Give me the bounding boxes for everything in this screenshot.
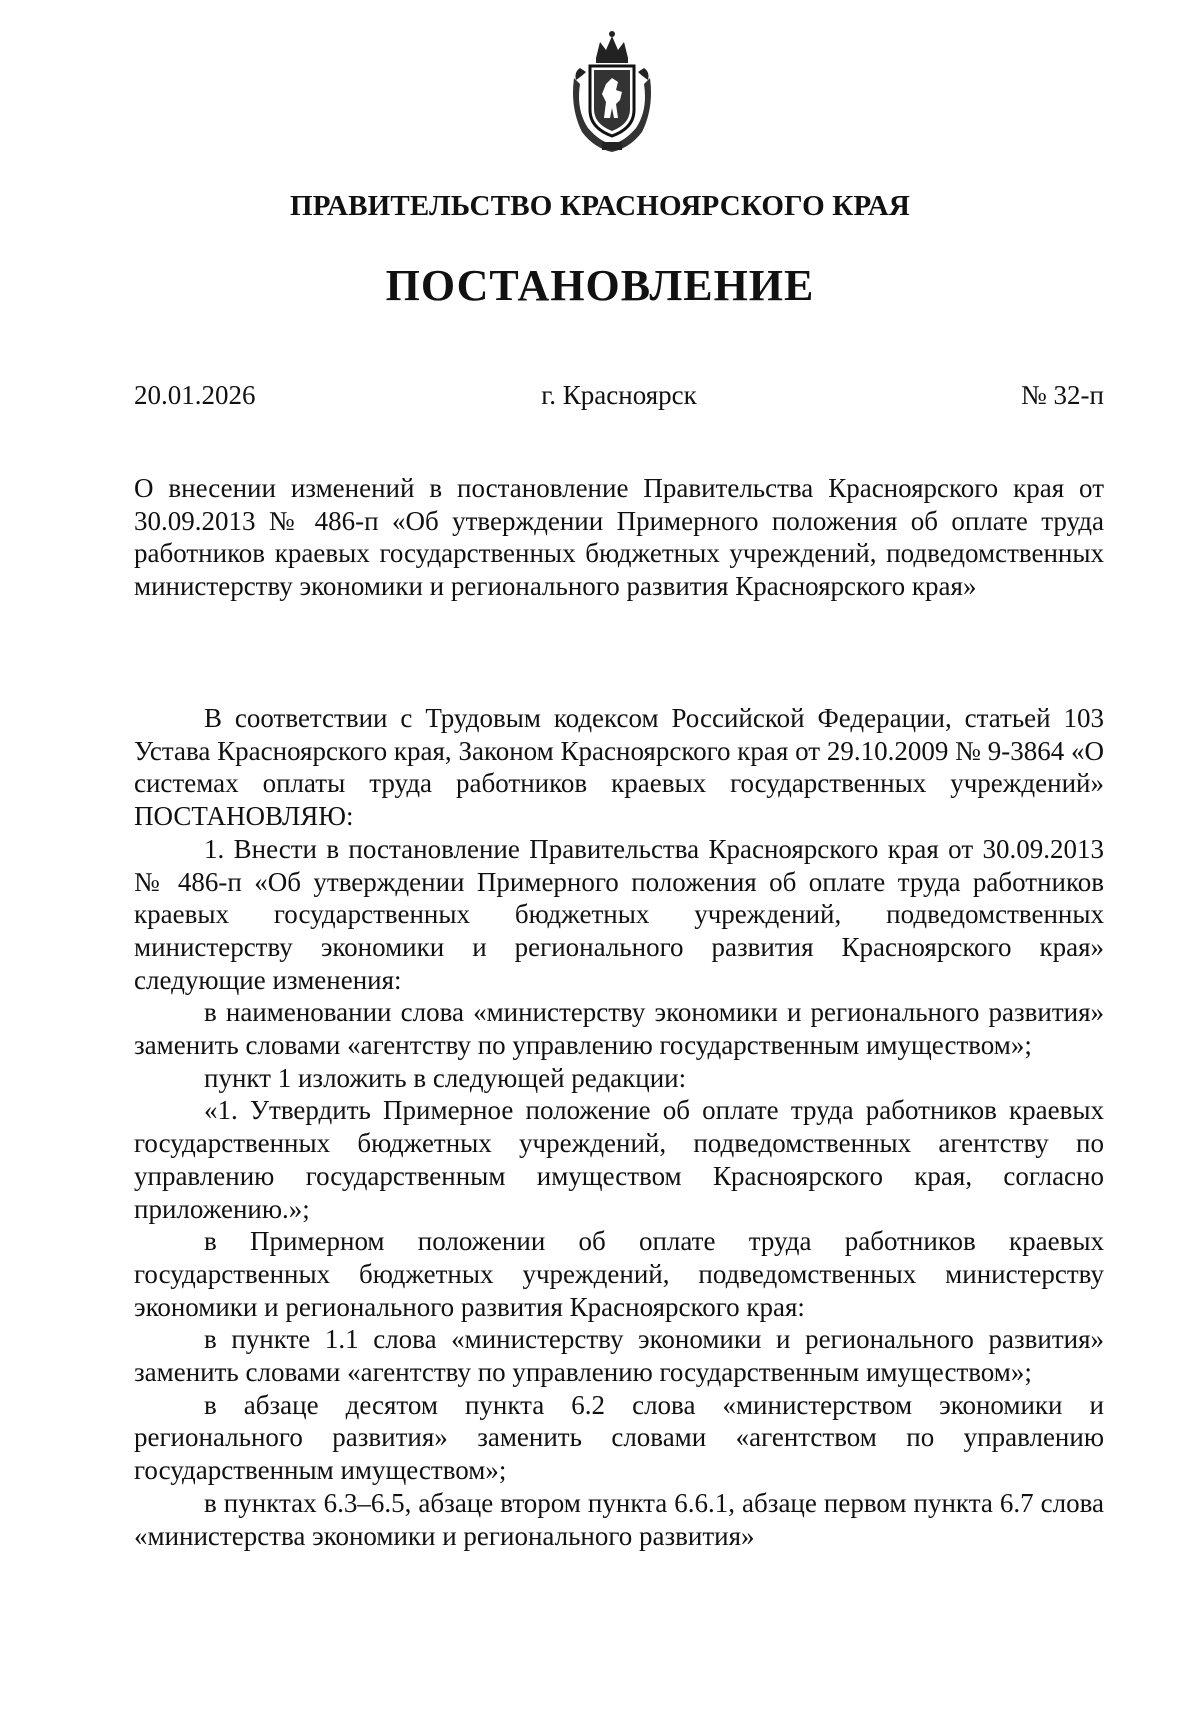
paragraph: в Примерном положении об оплате труда работников краевых государственных бюджетных учреждений, подведомственных министерству экономики и регионального развития Красноярского края:	[134, 1226, 1104, 1322]
paragraph: в пункте 1.1 слова «министерству экономики и регионального развития» заменить словами «агентству по управлению государственным имуществом»;	[134, 1324, 1104, 1388]
document-city: г. Красноярск	[541, 380, 697, 410]
paragraph: в абзаце десятом пункта 6.2 слова «министерством экономики и регионального развития» заменить словами «агентством по управлению государственным имуществом»;	[134, 1389, 1104, 1486]
document-number: № 32-п	[1021, 380, 1104, 410]
paragraph: пункт 1 изложить в следующей редакции:	[204, 1062, 687, 1093]
document-date: 20.01.2026	[134, 380, 256, 410]
paragraph: в наименовании слова «министерству экономики и регионального развития» заменить словами «агентству по управлению государственным имуществом»;	[134, 997, 1104, 1061]
document-subject: О внесении изменений в постановление Правительства Красноярского края от 30.09.2013 № 486-п «Об утверждении Примерного положения об оплате труда работников краевых государственных бюджетных учреждений, подведомственных министерству экономики и регионального развития Красноярского края»	[134, 473, 1104, 601]
paragraph: в пунктах 6.3–6.5, абзаце втором пункта 6.6.1, абзаце первом пункта 6.7 слова «министерства экономики и регионального развития»	[134, 1487, 1104, 1551]
document-body	[134, 702, 1104, 1552]
government-title: ПРАВИТЕЛЬСТВО КРАСНОЯРСКОГО КРАЯ	[289, 190, 911, 222]
paragraph-preamble: В соответствии с Трудовым кодексом Российской Федерации, статьей 103 Устава Красноярского края, Законом Красноярского края от 29.10.2009 № 9-3864 «О системах оплаты труда работников краевых государственных учреждений» ПОСТАНОВЛЯЮ:	[134, 703, 1104, 832]
paragraph-item-1: 1. Внести в постановление Правительства Красноярского края от 30.09.2013 № 486-п «Об утверждении Примерного положения об оплате труда работников краевых государственных бюджетных учреждений, подведомственных министерству экономики и регионального развития Красноярского края» следующие изменения:	[134, 833, 1104, 995]
document-type: ПОСТАНОВЛЕНИЕ	[385, 261, 815, 310]
coat-of-arms-emblem	[566, 28, 658, 156]
paragraph: «1. Утвердить Примерное положение об оплате труда работников краевых государственных бюджетных учреждений, подведомственных агентству по управлению государственным имуществом Красноярского края, согласно приложению.»;	[134, 1095, 1104, 1224]
document-meta	[134, 380, 1104, 416]
